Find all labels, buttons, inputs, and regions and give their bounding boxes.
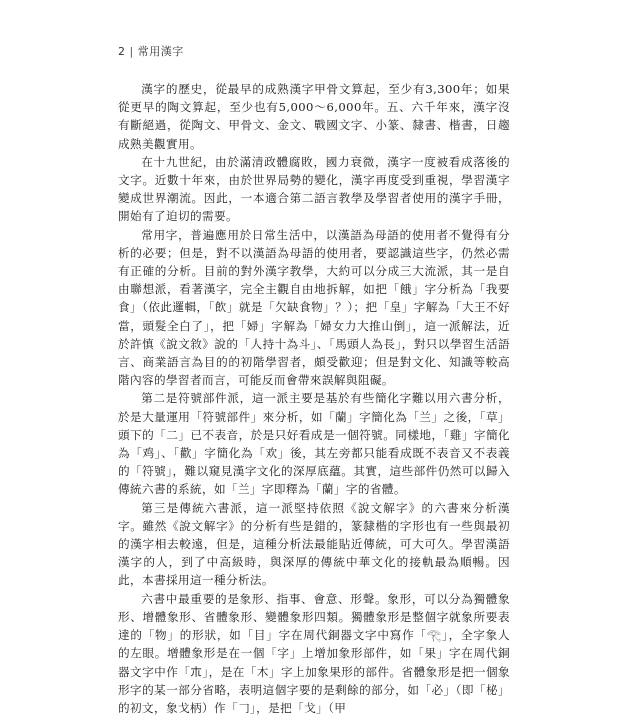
header-separator: | (129, 45, 134, 58)
paragraph-nineteenth-century: 在十九世紀，由於滿清政體腐敗，國力衰微，漢字一度被看成落後的文字。近數十年來，由於世界局勢的變化，漢字再度受到重視，學習漢字變成世界潮流。因此，一本適合第二語言教學及學習者使用的漢字手冊，開始有了迫切的需要。 (118, 154, 510, 224)
paragraph-traditional-liushu-school: 第三是傳統六書派，這一派堅持依照《說文解字》的六書來分析漢字。雖然《說文解字》的分析有些是錯的，篆隸楷的字形也有一些與最初的漢字相去較遠，但是，這種分析法最能貼近傳統，可大可久。學習漢語漢字的人，到了中高級時，與深厚的傳統中華文化的接軌最為順暢。因此，本書採用這一種分析法。 (118, 500, 510, 588)
paragraph-history: 漢字的歷史，從最早的成熟漢字甲骨文算起，至少有3,300年；如果從更早的陶文算起，至少也有5,000～6,000年。五、六千年來，漢字沒有斷絕過，從陶文、甲骨文、金文、戰國文字、小篆、隸書、楷書，日趨成熟美觀實用。 (118, 82, 510, 151)
paragraph-symbol-component-school: 第二是符號部件派，這一派主要是基於有些簡化字難以用六書分析，於是大量運用「符號部件」來分析，如「蘭」字簡化為「兰」之後，「草」頭下的「二」已不表音，於是只好看成是一個符號。同樣地，「雞」字簡化為「鸡」、「歡」字簡化為「欢」後，其左旁都只能看成既不表音又不表義的「符號」，難以窺見漢字文化的深厚底蘊。其實，這些部件仍然可以歸入傳統六書的系統，如「兰」字即釋為「蘭」字的省體。 (118, 391, 510, 497)
paragraph-liushu-categories: 六書中最重要的是象形、指事、會意、形聲。象形，可以分為獨體象形、增體象形、省體象形、變體象形四類。獨體象形是整個字就象所要表達的「物」的形狀，如「目」字在周代銅器文字中寫作「𓂀」，全字象人的左眼。增體象形是在一個「字」上增加象形部件，如「果」字在周代銅器文字中作「𣎳」，是在「木」字上加象果形的部件。省體象形是把一個象形字的某一部分省略，表明這個字要的是剩餘的部分，如「必」（即「柲」的初文，象戈柄）作「𠃌」，是把「戈」（甲 (118, 591, 510, 715)
page-body (118, 80, 510, 717)
running-header (118, 43, 184, 59)
page-number: 2 (118, 45, 126, 58)
book-title: 常用漢字 (137, 45, 184, 58)
paragraph-common-characters: 常用字，普遍應用於日常生活中，以漢語為母語的使用者不覺得有分析的必要；但是，對不以漢語為母語的使用者，要認識這些字，仍然必需有正確的分析。目前的對外漢字教學，大約可以分成三大流派，其一是自由聯想派，看著漢字，完全主觀自由地拆解，如把「餓」字分析為「我要食」（依此邏輯，「飲」就是「欠缺食物」？）；把「皇」字解為「大王不好當，頭髮全白了」，把「婦」字解為「婦女力大推山倒」，這一派解法，近於許慎《說文敘》說的「人持十為斗」、「馬頭人為長」，對只以學習生活語言、商業語言為目的的初階學習者，頗受歡迎；但是對文化、知識等較高階內容的學習者而言，可能反而會帶來誤解與阻礙。 (118, 227, 510, 388)
